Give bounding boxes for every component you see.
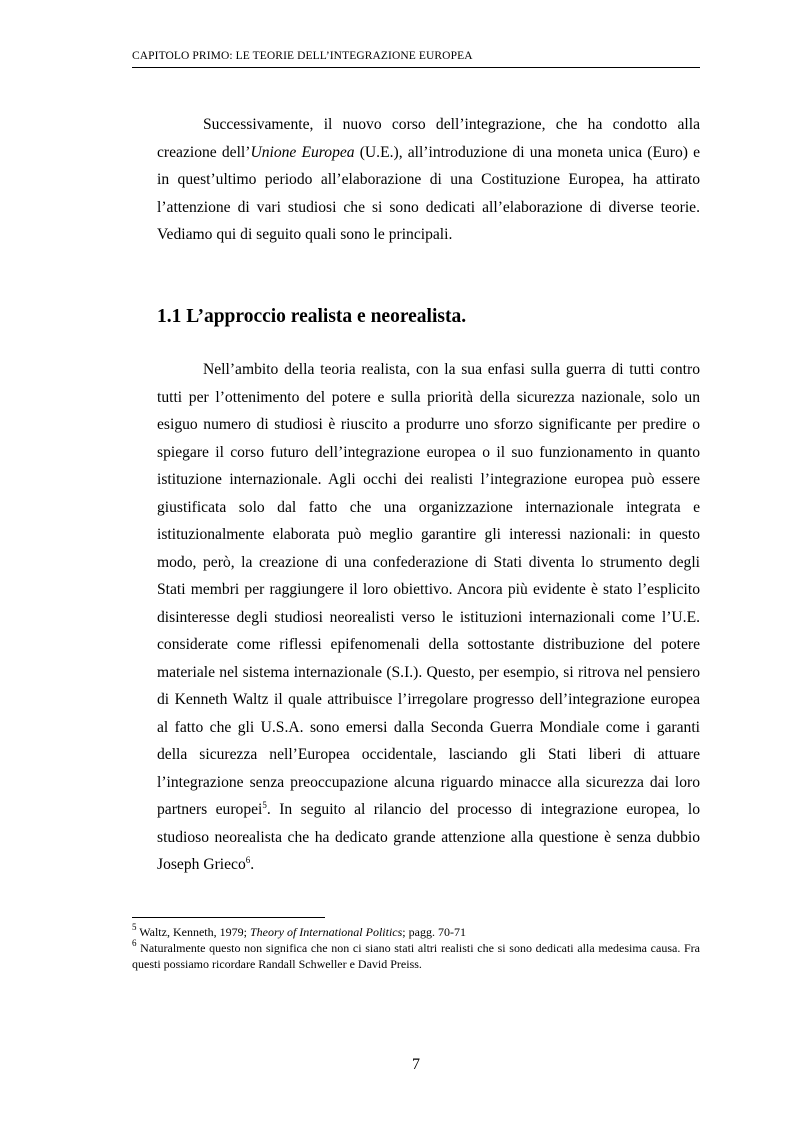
footnote-5 bbox=[132, 924, 700, 940]
footnote-6 bbox=[132, 940, 700, 972]
footnote-marker-6: 6 bbox=[132, 938, 137, 948]
body-text-part-1: Nell’ambito della teoria realista, con la sua enfasi sulla guerra di tutti contro tutti per l’ottenimento del potere e sulla priorità della sicurezza nazionale, solo un esiguo numero di studiosi è riuscito a produrre uno sforzo significante per predire o spiegare il corso futuro dell’integrazione europea o il suo funzionamento in quanto istituzione internazionale. Agli occhi dei realisti l’integrazione europea può essere giustificata solo dal fatto che una organizzazione internazionale integrata e istituzionalmente elaborata può meglio garantire gli interessi nazionali: in questo modo, però, la creazione di una confederazione di Stati diventa lo strumento degli Stati membri per raggiungere il loro obiettivo. Ancora più evidente è stato l’esplicito disinteresse degli studiosi neorealisti verso le istituzioni internazionali come l’U.E. considerate come riflessi epifenomenali della sottostante distribuzione del potere materiale nel sistema internazionale (S.I.). Questo, per esempio, si ritrova nel pensiero di Kenneth Waltz il quale attribuisce l’irregolare progresso dell’integrazione europea al fatto che gli U.S.A. sono emersi dalla Seconda Guerra Mondiale come i garanti della sicurezza nell’Europea occidentale, lasciando gli Stati liberi di attuare l’integrazione senza preoccupazione alcuna riguardo minacce alla sicurezza dai loro partners europei bbox=[157, 361, 700, 818]
footnote-ref-6[interactable]: 6 bbox=[245, 855, 251, 865]
footnote-marker-5: 5 bbox=[132, 922, 137, 932]
body-text-part-2: . In seguito al rilancio del processo di integrazione europea, lo studioso neorealista che ha dedicato grande attenzione alla questione è senza dubbio Joseph Grieco bbox=[157, 801, 700, 873]
footnote-5-text-end: ; pagg. 70-71 bbox=[402, 925, 466, 939]
intro-text-end: (U.E.), all’introduzione di una moneta unica (Euro) e in quest’ultimo periodo all’elaborazione di una Costituzione Europea, ha attirato l’attenzione di vari studiosi che si sono dedicati all’elaborazione di diverse teorie. Vediamo qui di seguito quali sono le principali. bbox=[157, 143, 700, 243]
intro-italic-term: Unione Europea bbox=[250, 143, 355, 161]
footnotes bbox=[132, 924, 700, 972]
header-rule bbox=[132, 67, 700, 68]
intro-text-start: Successivamente, il nuovo corso dell’integrazione, che ha condotto alla creazione dell’ bbox=[157, 116, 700, 161]
running-header: CAPITOLO PRIMO: LE TEORIE DELL’INTEGRAZIONE EUROPEA bbox=[132, 50, 473, 62]
section-heading: 1.1 L’approccio realista e neorealista. bbox=[157, 306, 467, 327]
footnote-5-text-start: Waltz, Kenneth, 1979; bbox=[136, 925, 250, 939]
footnote-6-text: Naturalmente questo non significa che non ci siano stati altri realisti che si sono dedicati alla medesima causa. Fra questi possiamo ricordare Randall Schweller e David Preiss. bbox=[132, 941, 700, 971]
footnote-separator bbox=[132, 917, 325, 918]
footnote-5-book-title: Theory of International Politics bbox=[249, 925, 403, 939]
page-number: 7 bbox=[412, 1056, 420, 1073]
footnote-ref-5[interactable]: 5 bbox=[262, 800, 267, 810]
body-text-end: . bbox=[250, 856, 255, 873]
body-paragraph bbox=[157, 356, 700, 879]
intro-paragraph bbox=[157, 111, 700, 249]
